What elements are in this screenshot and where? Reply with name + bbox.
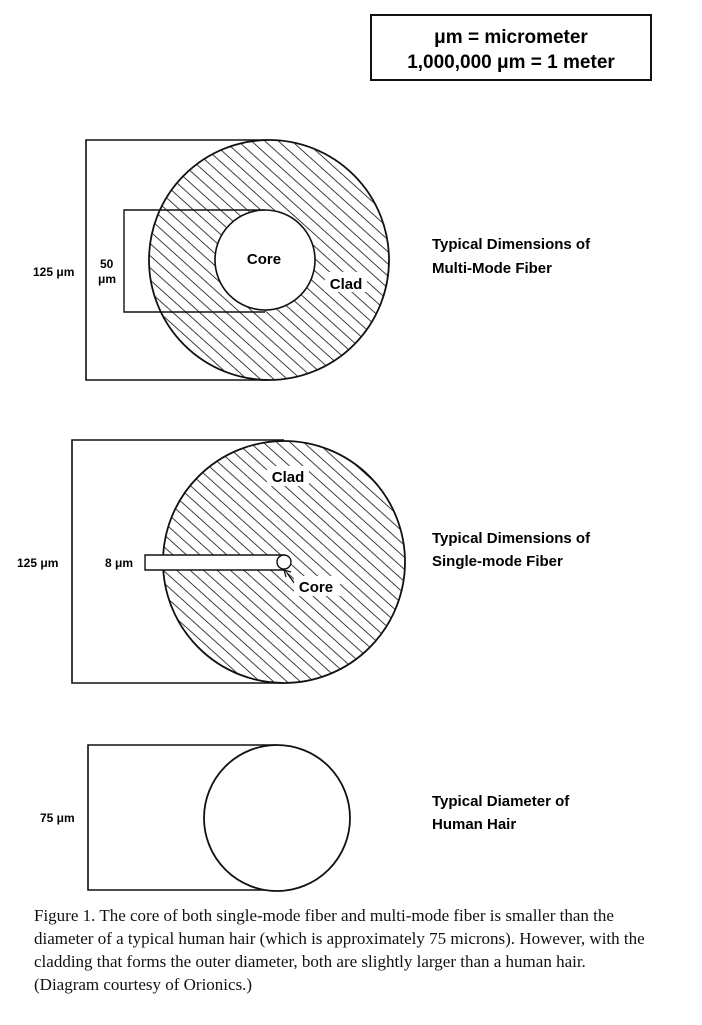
hair-title-line-2: Human Hair — [432, 816, 517, 833]
multimode-core-dimension-number: 50 — [100, 257, 114, 271]
singlemode-core-bracket — [145, 555, 284, 570]
multimode-outer-dimension: 125 μm — [33, 265, 75, 279]
singlemode-core-label: Core — [298, 579, 334, 596]
legend-line-1: μm = micrometer — [434, 27, 588, 48]
hair-dimension: 75 μm — [40, 811, 75, 825]
multimode-core-dimension-unit: μm — [98, 272, 117, 286]
multimode-clad-label: Clad — [329, 276, 363, 293]
singlemode-title-line-2: Single-mode Fiber — [432, 553, 563, 570]
singlemode-title-line-1: Typical Dimensions of — [432, 530, 591, 547]
singlemode-core-circle — [277, 555, 291, 569]
multimode-fiber-figure — [33, 140, 591, 380]
multimode-core-label: Core — [246, 251, 282, 268]
singlemode-core-dimension: 8 μm — [105, 556, 134, 570]
figure-caption: Figure 1. The core of both single-mode fiber and multi-mode fiber is smaller than the diameter of a typical human hair (which is approximately 75 microns). However, with the cladding that forms the outer diameter, both are slightly larger than a human hair. (Diagram courtesy of Orionics.) — [34, 906, 645, 994]
singlemode-fiber-figure — [17, 440, 591, 683]
hair-title-line-1: Typical Diameter of — [432, 793, 570, 810]
multimode-title-line-2: Multi-Mode Fiber — [432, 260, 552, 277]
multimode-title-line-1: Typical Dimensions of — [432, 236, 591, 253]
legend-box — [371, 15, 651, 80]
singlemode-outer-dimension: 125 μm — [17, 556, 59, 570]
hair-circle — [204, 745, 350, 891]
legend-line-2: 1,000,000 μm = 1 meter — [407, 52, 615, 73]
human-hair-figure — [40, 745, 570, 891]
singlemode-clad-label: Clad — [271, 469, 305, 486]
